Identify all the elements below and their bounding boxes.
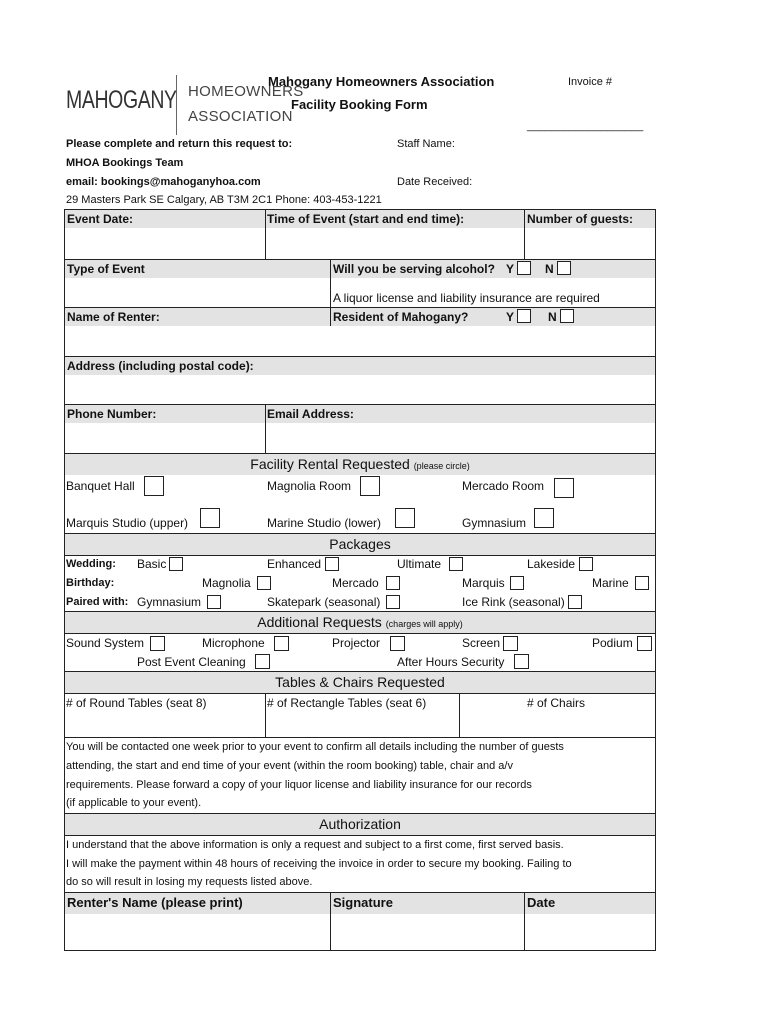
phone-input[interactable] [66, 424, 264, 452]
screen-label: Screen [462, 636, 501, 650]
sound-system-label: Sound System [66, 636, 145, 650]
event-date-label: Event Date: [67, 212, 134, 226]
facility-title: Facility Rental Requested [250, 456, 410, 472]
authorization-title: Authorization [319, 816, 401, 832]
logo-line1: HOMEOWNERS [188, 83, 304, 100]
facility-option-banquet-hall: Banquet Hall [66, 479, 135, 493]
contact-address-phone: 29 Masters Park SE Calgary, AB T3M 2C1 Phone: 403-453-1221 [66, 194, 382, 206]
bookings-team: MHOA Bookings Team [66, 157, 184, 169]
type-of-event-label: Type of Event [67, 262, 145, 276]
staff-name-label: Staff Name: [397, 138, 455, 150]
paired-ice-rink: Ice Rink (seasonal) [462, 595, 565, 609]
wedding-basic: Basic [137, 557, 167, 571]
paired-with-label: Paired with: [66, 596, 129, 608]
mercado-room-checkbox[interactable] [554, 478, 574, 498]
phone-label: Phone Number: [67, 407, 157, 421]
contact-email: email: bookings@mahoganyhoa.com [66, 176, 261, 188]
podium-label: Podium [592, 636, 633, 650]
alcohol-question: Will you be serving alcohol? [333, 262, 495, 276]
alcohol-yes-checkbox[interactable] [517, 261, 531, 275]
renter-print-name-input[interactable] [66, 915, 329, 949]
facility-note: (please circle) [413, 461, 470, 471]
marquis-studio-checkbox[interactable] [200, 508, 220, 528]
email-label: Email Address: [267, 407, 354, 421]
liquor-note: A liquor license and liability insurance are required [333, 291, 600, 305]
wedding-lakeside-checkbox[interactable] [579, 557, 593, 571]
time-of-event-input[interactable] [267, 229, 523, 258]
wedding-label: Wedding: [66, 558, 116, 570]
notice-line-1: You will be contacted one week prior to your event to confirm all details including the number of guests [66, 741, 564, 753]
wedding-ultimate-checkbox[interactable] [449, 557, 463, 571]
authorization-line-1: I understand that the above information is only a request and subject to a first come, first served basis. [66, 839, 564, 851]
date-input[interactable] [526, 915, 654, 949]
invoice-label: Invoice # [568, 76, 613, 88]
gymnasium-checkbox[interactable] [534, 508, 554, 528]
packages-heading [65, 536, 655, 552]
resident-no-checkbox[interactable] [560, 309, 574, 323]
birthday-magnolia: Magnolia [202, 576, 251, 590]
date-received-label: Date Received: [397, 176, 473, 188]
round-tables-input[interactable] [66, 712, 264, 736]
paired-gymnasium-checkbox[interactable] [207, 595, 221, 609]
notice-line-2: attending, the start and end time of your event (within the room booking) table, chair and a/v [66, 760, 513, 772]
facility-option-gymnasium: Gymnasium [462, 516, 527, 530]
paired-skatepark-checkbox[interactable] [386, 595, 400, 609]
form-title: Facility Booking Form [291, 97, 428, 112]
birthday-mercado-checkbox[interactable] [386, 576, 400, 590]
renter-name-label: Name of Renter: [67, 310, 160, 324]
chairs-input[interactable] [461, 712, 654, 736]
additional-note: (charges will apply) [385, 619, 463, 629]
alcohol-no-label: N [545, 262, 554, 276]
notice-line-4: (if applicable to your event). [66, 797, 202, 809]
packages-title: Packages [329, 536, 391, 552]
screen-checkbox[interactable] [503, 636, 518, 651]
signature-input[interactable] [332, 915, 523, 949]
guests-input[interactable] [526, 229, 654, 258]
authorization-heading [65, 816, 655, 832]
email-input[interactable] [267, 424, 654, 452]
address-input[interactable] [66, 376, 654, 403]
resident-no-label: N [548, 310, 557, 324]
additional-title: Additional Requests [257, 614, 382, 630]
tables-heading [65, 674, 655, 690]
post-event-cleaning-checkbox[interactable] [255, 654, 270, 669]
logo-main: MAHOGANY [66, 86, 177, 114]
birthday-marine: Marine [592, 576, 629, 590]
after-hours-security-label: After Hours Security [397, 655, 505, 669]
authorization-line-2: I will make the payment within 48 hours of receiving the invoice in order to secure my booking. Failing to [66, 858, 572, 870]
facility-option-marquis-studio: Marquis Studio (upper) [66, 516, 189, 530]
rectangle-tables-input[interactable] [267, 712, 458, 736]
wedding-enhanced-checkbox[interactable] [325, 557, 339, 571]
podium-checkbox[interactable] [637, 636, 652, 651]
facility-option-mercado-room: Mercado Room [462, 479, 545, 493]
tables-title: Tables & Chairs Requested [275, 674, 445, 690]
wedding-ultimate: Ultimate [397, 557, 442, 571]
projector-checkbox[interactable] [390, 636, 405, 651]
address-label: Address (including postal code): [67, 359, 254, 373]
birthday-marquis-checkbox[interactable] [510, 576, 524, 590]
birthday-label: Birthday: [66, 577, 115, 589]
paired-ice-rink-checkbox[interactable] [568, 595, 582, 609]
logo-line2: ASSOCIATION [188, 108, 293, 125]
birthday-magnolia-checkbox[interactable] [257, 576, 271, 590]
marine-studio-checkbox[interactable] [395, 508, 415, 528]
renter-print-name-label: Renter's Name (please print) [67, 895, 243, 910]
rectangle-tables-label: # of Rectangle Tables (seat 6) [267, 696, 427, 710]
additional-heading [65, 614, 655, 630]
org-name: Mahogany Homeowners Association [268, 74, 495, 89]
post-event-cleaning-label: Post Event Cleaning [137, 655, 246, 669]
guests-label: Number of guests: [527, 212, 634, 226]
chairs-label: # of Chairs [527, 696, 586, 710]
resident-question: Resident of Mahogany? [333, 310, 469, 324]
microphone-label: Microphone [202, 636, 265, 650]
wedding-basic-checkbox[interactable] [169, 557, 183, 571]
alcohol-no-checkbox[interactable] [557, 261, 571, 275]
sound-system-checkbox[interactable] [150, 636, 165, 651]
resident-yes-checkbox[interactable] [517, 309, 531, 323]
paired-gymnasium: Gymnasium [137, 595, 202, 609]
magnolia-room-checkbox[interactable] [360, 476, 380, 496]
banquet-hall-checkbox[interactable] [144, 476, 164, 496]
birthday-marine-checkbox[interactable] [635, 576, 649, 590]
round-tables-label: # of Round Tables (seat 8) [66, 696, 207, 710]
notice-line-3: requirements. Please forward a copy of your liquor license and liability insurance for our records [66, 779, 532, 791]
signature-label: Signature [333, 895, 393, 910]
event-date-input[interactable] [66, 229, 264, 258]
return-label: Please complete and return this request to: [66, 138, 293, 150]
logo-divider [176, 75, 177, 135]
date-label: Date [527, 895, 556, 910]
birthday-marquis: Marquis [462, 576, 505, 590]
facility-option-magnolia-room: Magnolia Room [267, 479, 352, 493]
resident-yes-label: Y [506, 310, 515, 324]
renter-name-input[interactable] [66, 327, 654, 355]
invoice-blank[interactable]: ___________________ [527, 120, 644, 132]
birthday-mercado: Mercado [332, 576, 379, 590]
time-of-event-label: Time of Event (start and end time): [267, 212, 465, 226]
paired-skatepark: Skatepark (seasonal) [267, 595, 381, 609]
authorization-line-3: do so will result in losing my requests listed above. [66, 876, 313, 888]
after-hours-security-checkbox[interactable] [514, 654, 529, 669]
type-of-event-input[interactable] [66, 279, 329, 306]
logo [66, 86, 208, 115]
microphone-checkbox[interactable] [274, 636, 289, 651]
wedding-lakeside: Lakeside [527, 557, 576, 571]
alcohol-yes-label: Y [506, 262, 515, 276]
facility-option-marine-studio: Marine Studio (lower) [267, 516, 382, 530]
projector-label: Projector [332, 636, 381, 650]
facility-heading [65, 456, 655, 472]
wedding-enhanced: Enhanced [267, 557, 322, 571]
